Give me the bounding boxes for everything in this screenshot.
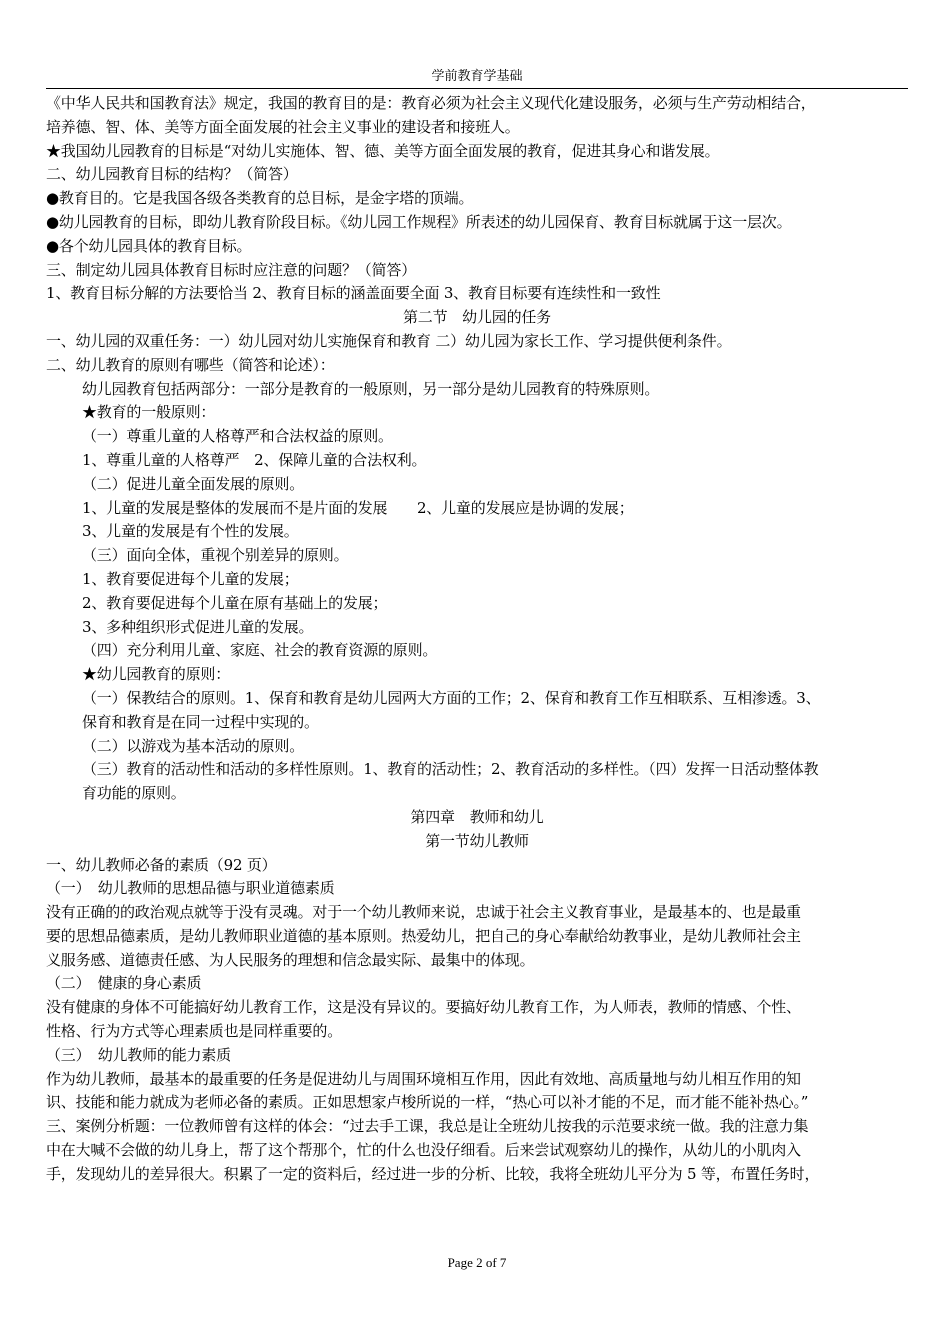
- list-item: （二）以游戏为基本活动的原则。: [82, 736, 305, 755]
- subheading: （二） 健康的身心素质: [46, 974, 202, 993]
- text-line: 要的思想品德素质，是幼儿教师职业道德的基本原则。热爱幼儿，把自己的身心奉献给幼教事业，是幼儿教师社会主: [46, 926, 801, 945]
- list-item: （三）教育的活动性和活动的多样性原则。1、教育的活动性；2、教育活动的多样性。（四）发挥一日活动整体教: [82, 760, 819, 779]
- bullet-item: ●教育目的。它是我国各级各类教育的总目标，是金字塔的顶端。: [46, 189, 474, 208]
- text-line: 三、案例分析题：一位教师曾有这样的体会：“过去手工课，我总是让全班幼儿按我的示范要求统一做。我的注意力集: [46, 1117, 809, 1136]
- text-line: 一、幼儿园的双重任务：一）幼儿园对幼儿实施保育和教育 二）幼儿园为家长工作、学习提供便利条件。: [46, 331, 732, 350]
- text-line: 《中华人民共和国教育法》规定，我国的教育目的是：教育必须为社会主义现代化建设服务，必须与生产劳动相结合，: [46, 94, 816, 112]
- list-item: （三）面向全体，重视个别差异的原则。: [82, 546, 349, 565]
- document-body: [46, 92, 908, 1187]
- list-item: 保育和教育是在同一过程中实现的。: [82, 712, 319, 731]
- list-item: 3、儿童的发展是有个性的发展。: [82, 522, 299, 541]
- chapter-title: 第四章 教师和幼儿: [410, 807, 544, 826]
- list-item: （二）促进儿童全面发展的原则。: [82, 474, 305, 493]
- subheading: （一） 幼儿教师的思想品德与职业道德素质: [46, 879, 335, 898]
- section-heading: 三、制定幼儿园具体教育目标时应注意的问题？（简答）: [46, 260, 417, 279]
- list-item: 1、尊重儿童的人格尊严 2、保障儿童的合法权利。: [82, 450, 427, 469]
- bullet-item: ●幼儿园教育的目标，即幼儿教育阶段目标。《幼儿园工作规程》所表述的幼儿园保育、教育目标就属于这一层次。: [46, 212, 792, 231]
- list-item: （四）充分利用儿童、家庭、社会的教育资源的原则。: [82, 641, 438, 660]
- text-line: 中在大喊不会做的幼儿身上，帮了这个帮那个，忙的什么也没仔细看。后来尝试观察幼儿的操作，从幼儿的小肌肉入: [46, 1141, 801, 1160]
- text-line: 义服务感、道德责任感、为人民服务的理想和信念最实际、最集中的体现。: [46, 950, 535, 969]
- section-heading: 二、幼儿园教育目标的结构？（简答）: [46, 165, 298, 184]
- text-line: ★我国幼儿园教育的目标是“对幼儿实施体、智、德、美等方面全面发展的教育，促进其身心和谐发展。: [46, 141, 720, 160]
- section-heading: 二、幼儿教育的原则有哪些（简答和论述）：: [46, 355, 335, 374]
- bullet-item: ●各个幼儿园具体的教育目标。: [46, 236, 252, 255]
- text-line: 手，发现幼儿的差异很大。积累了一定的资料后，经过进一步的分析、比较，我将全班幼儿平分为 5 等，布置任务时，: [46, 1164, 820, 1183]
- text-line: 识、技能和能力就成为老师必备的素质。正如思想家卢梭所说的一样，“热心可以补才能的不足，而才能不能补热心。”: [46, 1093, 809, 1112]
- list-item: （一）尊重儿童的人格尊严和合法权益的原则。: [82, 427, 393, 446]
- list-item: 2、教育要促进每个儿童在原有基础上的发展；: [82, 593, 388, 612]
- section-heading: 一、幼儿教师必备的素质（92 页）: [46, 855, 277, 874]
- subheading: ★幼儿园教育的原则：: [82, 665, 231, 684]
- running-header: 学前教育学基础: [431, 69, 523, 84]
- page-number: Page 2 of 7: [447, 1255, 507, 1270]
- list-item: 育功能的原则。: [82, 784, 186, 803]
- list-item: 1、儿童的发展是整体的发展而不是片面的发展 2、儿童的发展应是协调的发展；: [82, 498, 634, 517]
- text-line: 没有健康的身体不可能搞好幼儿教育工作，这是没有异议的。要搞好幼儿教育工作，为人师表，教师的情感、个性、: [46, 998, 801, 1017]
- list-item: 1、教育要促进每个儿童的发展；: [82, 569, 299, 588]
- text-line: 性格、行为方式等心理素质也是同样重要的。: [46, 1022, 343, 1041]
- header-rule: [46, 88, 908, 89]
- text-line: 培养德、智、体、美等方面全面发展的社会主义事业的建设者和接班人。: [46, 117, 520, 136]
- text-line: 作为幼儿教师，最基本的最重要的任务是促进幼儿与周围环境相互作用，因此有效地、高质量地与幼儿相互作用的知: [46, 1069, 801, 1088]
- list-item: （一）保教结合的原则。1、保育和教育是幼儿园两大方面的工作；2、保育和教育工作互相联系、互相渗透。3、: [82, 688, 821, 707]
- subheading: ★教育的一般原则：: [82, 403, 216, 422]
- text-line: 1、教育目标分解的方法要恰当 2、教育目标的涵盖面要全面 3、教育目标要有连续性和一致性: [46, 284, 661, 303]
- text-line: 幼儿园教育包括两部分：一部分是教育的一般原则，另一部分是幼儿园教育的特殊原则。: [82, 379, 660, 398]
- list-item: 3、多种组织形式促进儿童的发展。: [82, 617, 314, 636]
- section-title: 第一节幼儿教师: [425, 831, 529, 850]
- subheading: （三） 幼儿教师的能力素质: [46, 1045, 231, 1064]
- text-line: 没有正确的的政治观点就等于没有灵魂。对于一个幼儿教师来说，忠诚于社会主义教育事业，是最基本的、也是最重: [46, 903, 801, 922]
- section-title: 第二节 幼儿园的任务: [402, 308, 551, 327]
